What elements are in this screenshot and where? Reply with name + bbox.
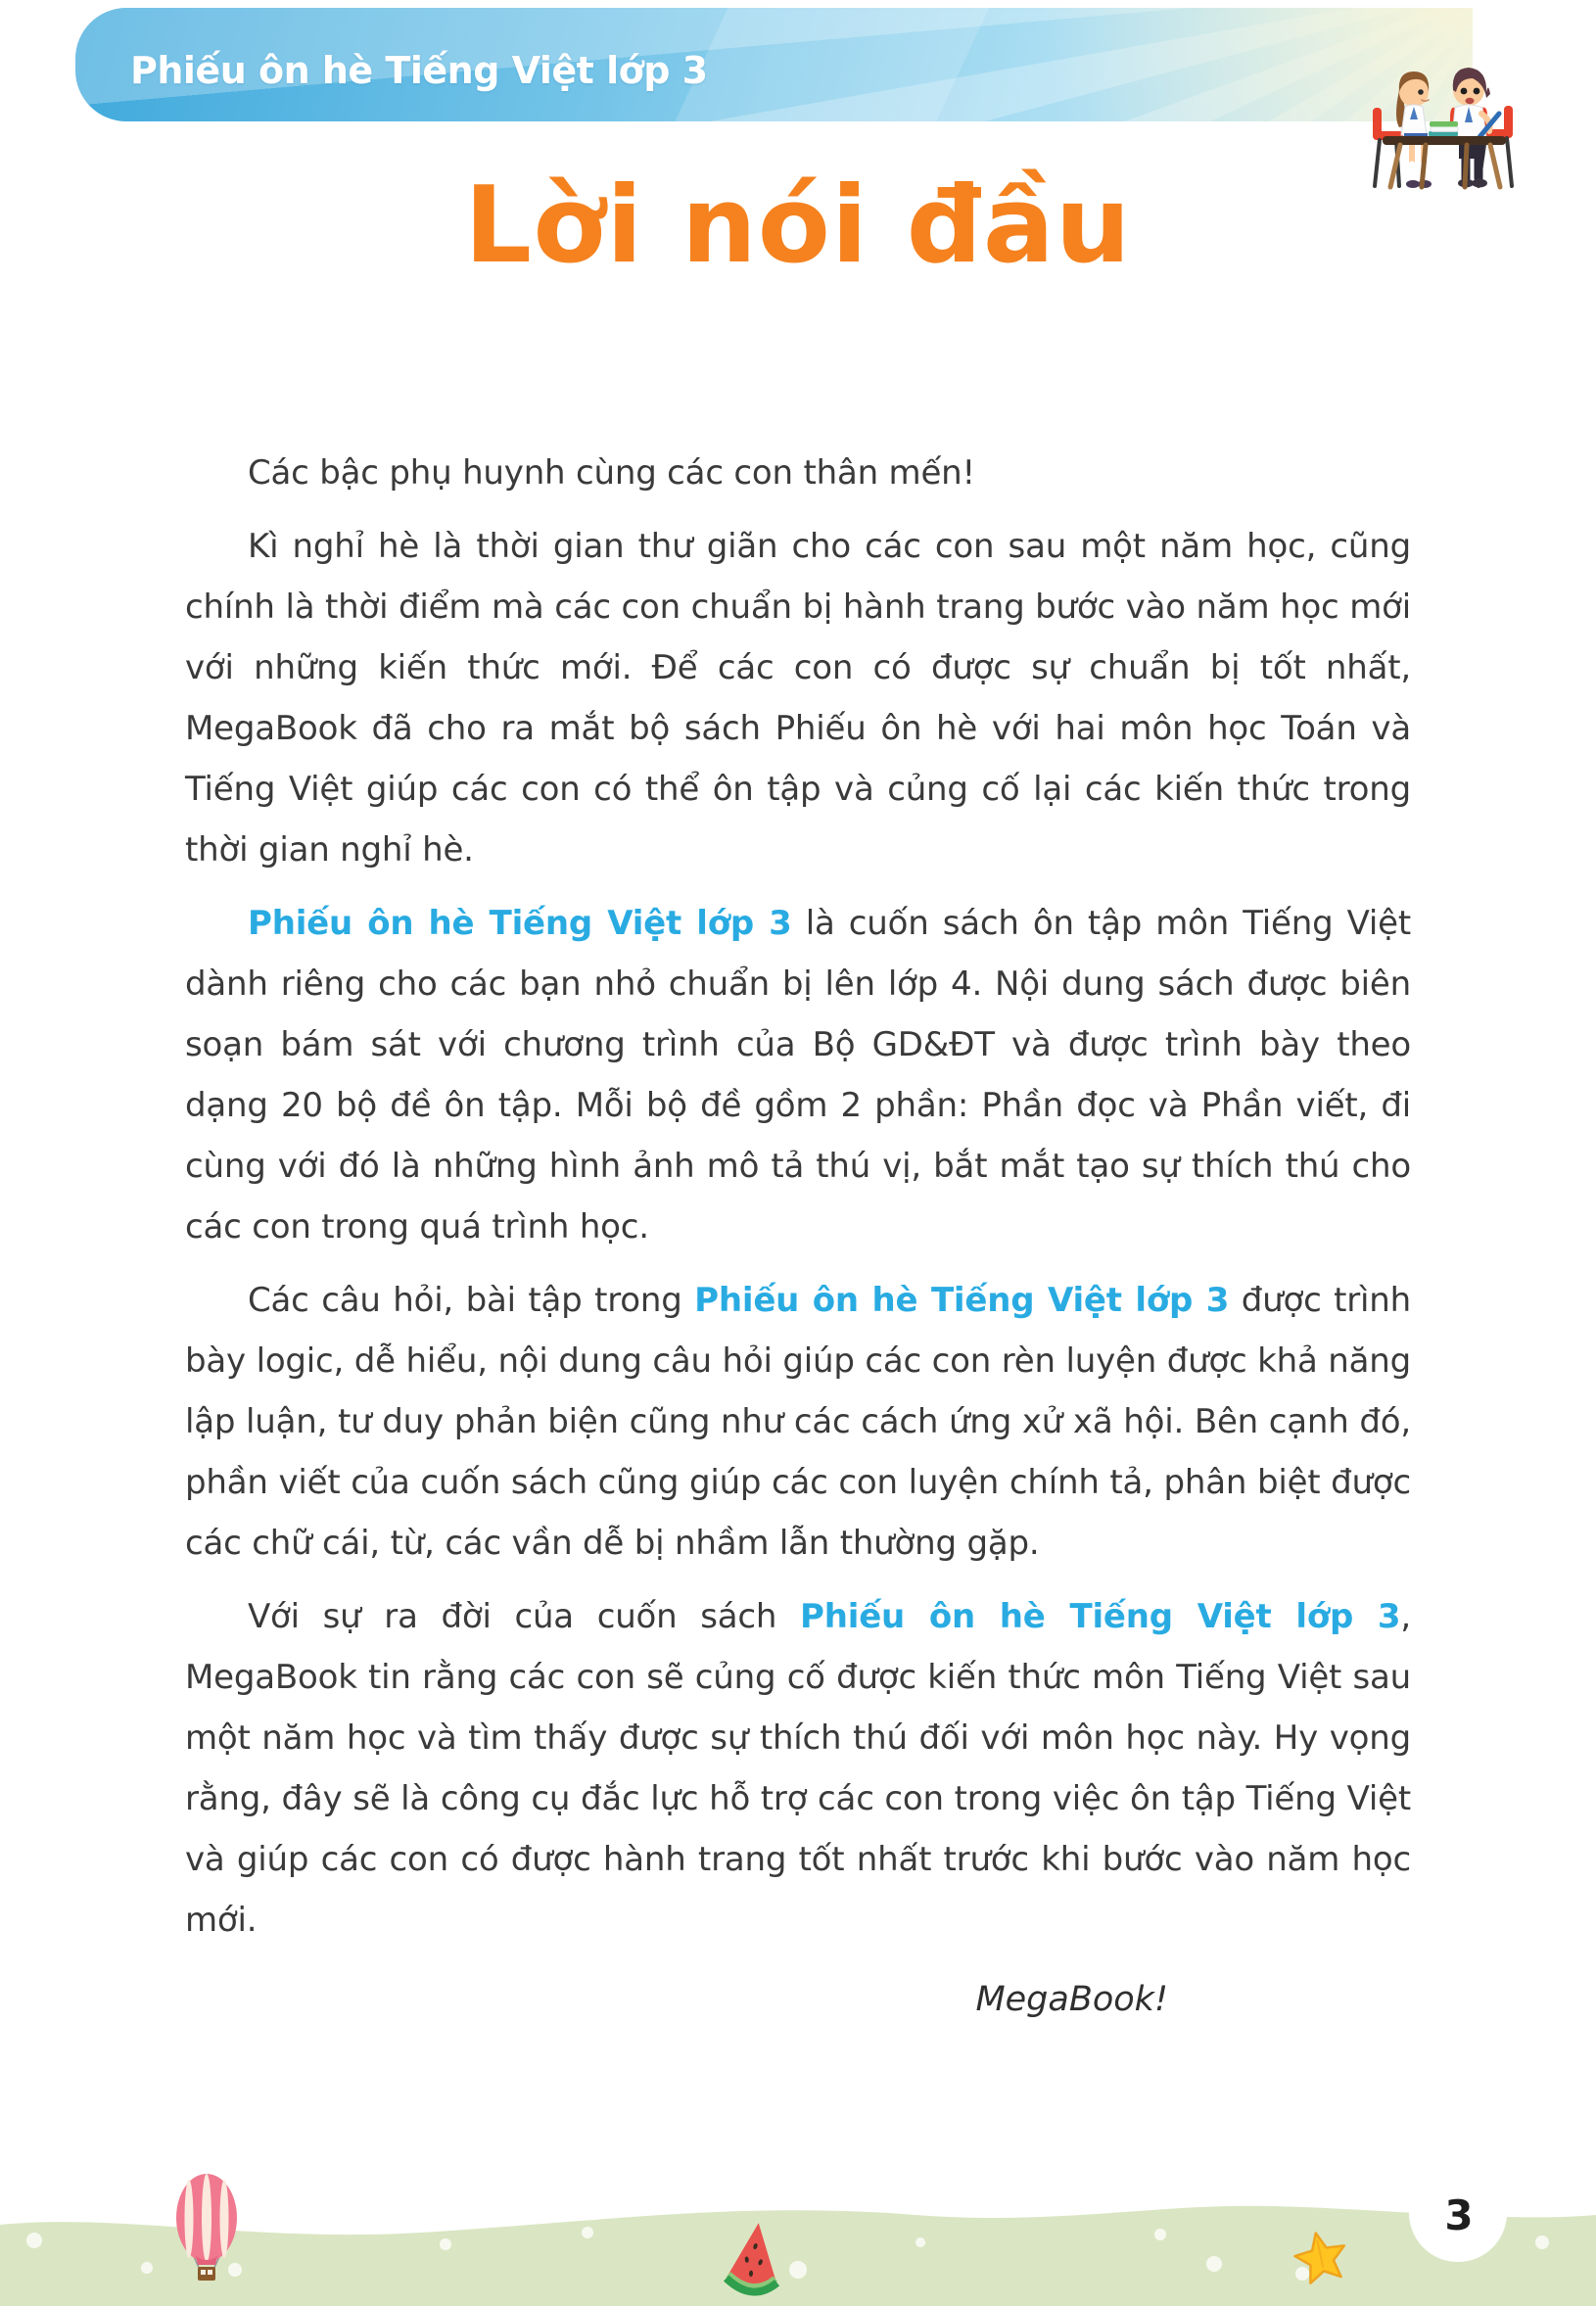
brand-highlight-text: Phiếu ôn hè Tiếng Việt lớp 3 [800,1597,1401,1636]
grass-hill [0,2164,1596,2306]
body-text-run: Kì nghỉ hè là thời gian thư giãn cho các con sau một năm học, cũng chính là thời điểm mà các con chuẩn bị hành trang bước vào năm học mới với những kiến thức mới. Để các con có được sự chuẩn bị tốt nhất, MegaBook đã cho ra mắt bộ sách Phiếu ôn hè với hai môn học Toán và Tiếng Việt giúp các con có thể ôn tập và củng cố lại các kiến thức trong thời gian nghỉ hè. [185,527,1411,870]
body-text-run: là cuốn sách ôn tập môn Tiếng Việt dành riêng cho các bạn nhỏ chuẩn bị lên lớp 4. Nội dung sách được biên soạn bám sát với chương trình của Bộ GD&ĐT và được trình bày theo dạng 20 bộ đề ôn tập. Mỗi bộ đề gồm 2 phần: Phần đọc và Phần viết, đi cùng với đó là những hình ảnh mô tả thú vị, bắt mắt tạo sự thích thú cho các con trong quá trình học. [185,904,1411,1247]
brand-highlight-text: Phiếu ôn hè Tiếng Việt lớp 3 [248,904,792,943]
paragraph [185,1586,1411,1951]
page-number: 3 [1444,2191,1474,2239]
paragraph [185,1270,1411,1574]
book-title: Phiếu ôn hè Tiếng Việt lớp 3 [130,49,708,92]
brand-highlight-text: Phiếu ôn hè Tiếng Việt lớp 3 [694,1281,1230,1320]
paragraph [185,443,1411,503]
page-title: Lời nói đầu [464,165,1132,287]
body-text-run: được trình bày logic, dễ hiểu, nội dung câu hỏi giúp các con rèn luyện được khả năng lập luận, tư duy phản biện cũng như các cách ứng xử xã hội. Bên cạnh đó, phần viết của cuốn sách cũng giúp các con luyện chính tả, phân biệt được các chữ cái, từ, các vần dễ bị nhầm lẫn thường gặp. [185,1281,1411,1563]
body-text-run: Các câu hỏi, bài tập trong [248,1281,695,1320]
body-paragraphs [185,443,1411,2019]
paragraph [185,893,1411,1257]
signature: MegaBook! [975,1980,1168,2019]
body-text-run: Với sự ra đời của cuốn sách [248,1597,801,1636]
body-text-run: Các bậc phụ huynh cùng các con thân mến! [248,453,975,493]
books-stack [1429,121,1458,137]
footer-landscape [0,2076,1596,2306]
page-header [75,8,1473,121]
body-text-run: , MegaBook tin rằng các con sẽ củng cố được kiến thức môn Tiếng Việt sau một năm học và tìm thấy được sự thích thú đối với môn học này. Hy vọng rằng, đây sẽ là công cụ đắc lực hỗ trợ các con trong việc ôn tập Tiếng Việt và giúp các con có được hành trang tốt nhất trước khi bước vào năm học mới. [185,1597,1411,1940]
paragraph [185,516,1411,880]
